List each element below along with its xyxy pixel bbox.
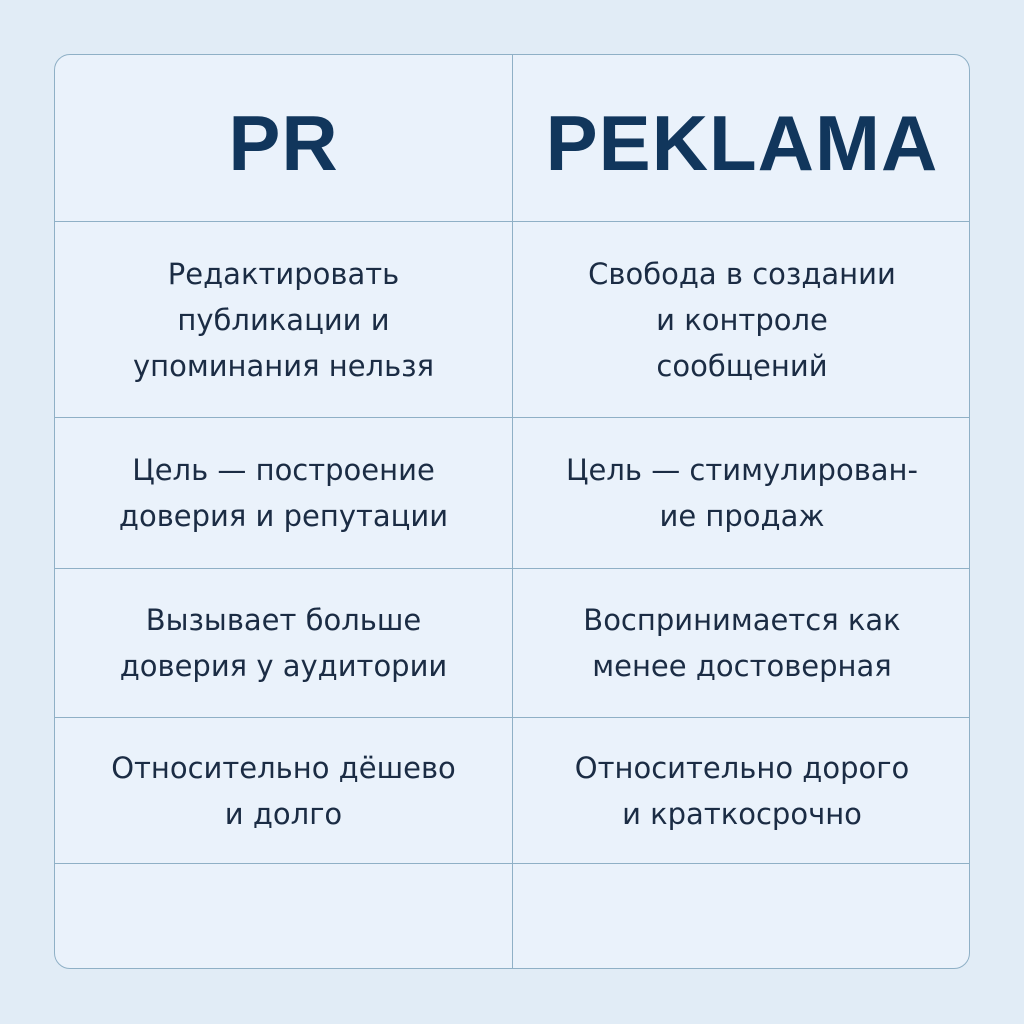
table-grid [55, 55, 969, 968]
row-4-pr-cell [55, 718, 513, 864]
header-pr-label: PR [228, 99, 339, 187]
row-4-reklama-cell [513, 718, 970, 864]
row-1-reklama-cell [513, 222, 970, 418]
header-reklama [513, 55, 970, 222]
comparison-table [54, 54, 970, 969]
row-5-reklama-cell [513, 864, 970, 968]
row-1-pr-text: Редактировать публикации и упоминания нельзя [132, 256, 435, 383]
row-2-reklama-cell [513, 418, 970, 569]
row-5-pr-cell [55, 864, 513, 968]
header-pr [55, 55, 513, 222]
row-3-pr-text: Вызывает больше доверия у аудитории [119, 603, 448, 683]
row-2-pr-text: Цель — построение доверия и репутации [118, 453, 449, 533]
row-1-pr-cell [55, 222, 513, 418]
header-reklama-label: PEKLAMA [545, 99, 939, 187]
row-4-reklama-text: Относительно дорого и краткосрочно [574, 750, 910, 831]
row-3-reklama-text: Воспринимается как менее достоверная [583, 603, 901, 683]
row-1-reklama-text: Свобода в создании и контроле сообщений [588, 256, 896, 383]
row-4-pr-text: Относительно дёшево и долго [111, 750, 456, 831]
row-3-pr-cell [55, 569, 513, 718]
row-3-reklama-cell [513, 569, 970, 718]
row-2-reklama-text: Цель — стимулирован- ие продаж [566, 453, 918, 533]
row-2-pr-cell [55, 418, 513, 569]
